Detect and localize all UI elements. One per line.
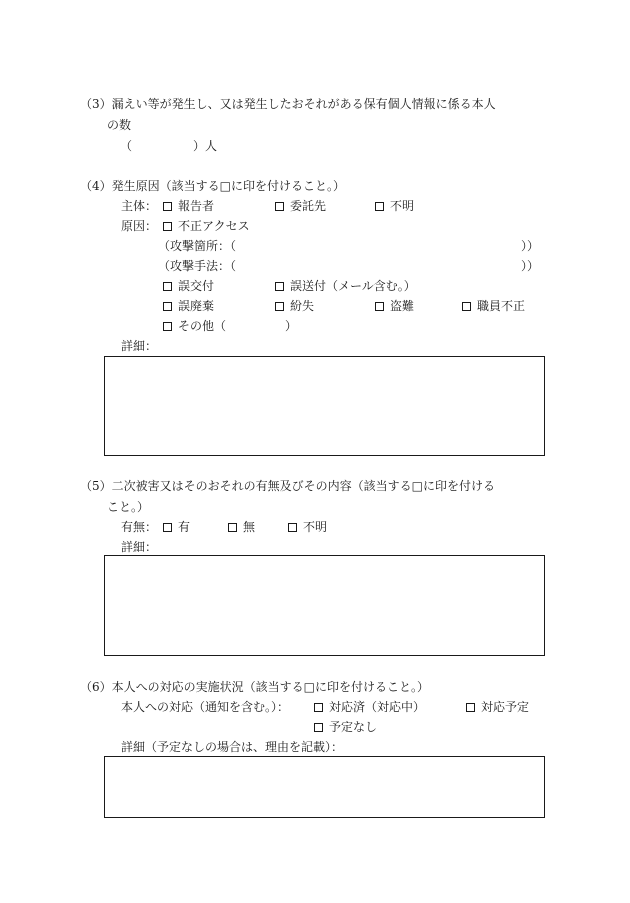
checkbox[interactable]	[163, 322, 172, 331]
checkbox[interactable]	[375, 302, 384, 311]
checkbox[interactable]	[163, 222, 172, 231]
section-4-detail-box[interactable]	[104, 356, 545, 456]
checkbox[interactable]	[163, 202, 172, 211]
checkbox[interactable]	[275, 282, 284, 291]
count-open-paren: （	[120, 139, 133, 153]
checkbox[interactable]	[228, 523, 237, 532]
section-4-detail-label: 詳細：	[121, 339, 158, 353]
subject-option-reporter[interactable]: 報告者	[163, 200, 214, 212]
existence-option-unknown[interactable]: 不明	[288, 521, 327, 533]
section-6-detail-box[interactable]	[104, 756, 545, 818]
existence-option-yes[interactable]: 有	[163, 521, 190, 533]
checkbox[interactable]	[466, 703, 475, 712]
section-5-detail-box[interactable]	[104, 555, 545, 656]
cause-option-staff-misconduct[interactable]: 職員不正	[462, 300, 525, 312]
checkbox[interactable]	[275, 302, 284, 311]
checkbox[interactable]	[163, 282, 172, 291]
cause-option-wrong-delivery[interactable]: 誤交付	[163, 280, 214, 292]
subject-option-contractor[interactable]: 委託先	[275, 200, 326, 212]
section-6-title: （6）本人への対応の実施状況（該当する□に印を付けること。）	[80, 680, 429, 694]
existence-option-no[interactable]: 無	[228, 521, 255, 533]
count-close-unit: ）人	[193, 139, 218, 153]
attack-method-open: （攻撃手法：（	[158, 259, 237, 273]
checkbox[interactable]	[314, 703, 323, 712]
checkbox[interactable]	[163, 302, 172, 311]
subject-label: 主体：	[121, 199, 158, 213]
checkbox[interactable]	[375, 202, 384, 211]
section-5-title-line1: （5）二次被害又はそのおそれの有無及びその内容（該当する□に印を付ける	[80, 479, 495, 493]
cause-label: 原因：	[121, 219, 158, 233]
cause-option-loss[interactable]: 紛失	[275, 300, 314, 312]
other-close-paren: ）	[285, 319, 298, 333]
existence-label: 有無：	[121, 520, 158, 534]
response-option-none[interactable]: 予定なし	[314, 721, 377, 733]
checkbox[interactable]	[462, 302, 471, 311]
cause-option-wrong-sending[interactable]: 誤送付（メール含む。）	[275, 280, 416, 292]
section-5-title-line2: こと。）	[107, 500, 150, 514]
checkbox[interactable]	[314, 723, 323, 732]
subject-option-unknown[interactable]: 不明	[375, 200, 414, 212]
cause-option-other[interactable]: その他（	[163, 320, 226, 332]
section-6-detail-label: 詳細（予定なしの場合は、理由を記載）：	[121, 740, 344, 754]
section-5-detail-label: 詳細：	[121, 540, 158, 554]
checkbox[interactable]	[163, 523, 172, 532]
cause-option-theft[interactable]: 盗難	[375, 300, 414, 312]
cause-option-wrong-disposal[interactable]: 誤廃棄	[163, 300, 214, 312]
section-3-title-line2: の数	[107, 118, 132, 132]
section-4-title: （4）発生原因（該当する□に印を付けること。）	[80, 179, 345, 193]
cause-option-unauthorized-access[interactable]: 不正アクセス	[163, 220, 250, 232]
attack-place-close: ））	[521, 239, 540, 253]
checkbox[interactable]	[288, 523, 297, 532]
attack-method-close: ））	[521, 259, 540, 273]
response-option-planned[interactable]: 対応予定	[466, 701, 529, 713]
response-label: 本人への対応（通知を含む。）：	[121, 700, 290, 714]
section-3-title-line1: （3）漏えい等が発生し、又は発生したおそれがある保有個人情報に係る本人	[80, 97, 496, 111]
checkbox[interactable]	[275, 202, 284, 211]
response-option-done[interactable]: 対応済（対応中）	[314, 701, 425, 713]
attack-place-open: （攻撃箇所：（	[158, 239, 237, 253]
